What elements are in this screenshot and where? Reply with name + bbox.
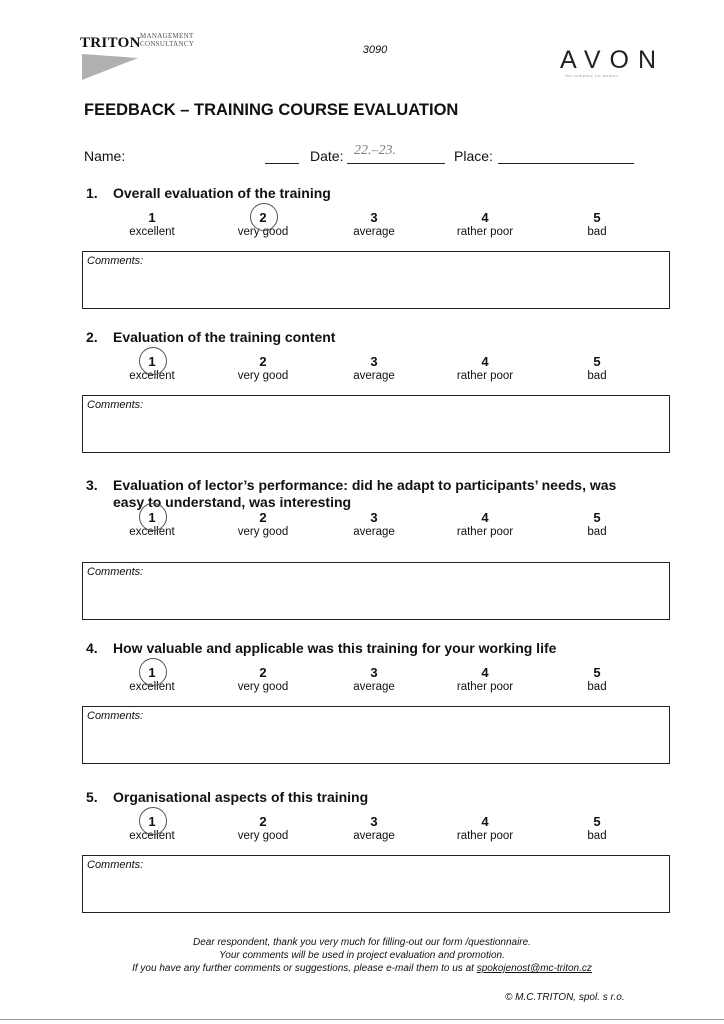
avon-logo-text: AVON bbox=[560, 46, 665, 74]
footer-thanks: Dear respondent, thank you very much for filling-out our form /questionnaire. bbox=[193, 937, 531, 948]
rating-label: very good bbox=[237, 526, 289, 538]
section-5-rating-option-5[interactable] bbox=[547, 814, 647, 842]
section-1-rating-option-3[interactable] bbox=[324, 210, 424, 238]
footer-contact-text: If you have any further comments or suggestions, please e-mail them to us at bbox=[132, 963, 477, 974]
section-4-rating-option-2[interactable] bbox=[213, 665, 313, 693]
section-3-rating-option-4[interactable] bbox=[435, 510, 535, 538]
section-3-number: 3. bbox=[86, 477, 98, 493]
rating-number: 5 bbox=[593, 510, 601, 525]
section-4-rating-option-3[interactable] bbox=[324, 665, 424, 693]
section-4-comments-box[interactable] bbox=[82, 706, 670, 764]
comments-label: Comments: bbox=[87, 710, 144, 722]
rating-number: 3 bbox=[370, 665, 378, 680]
section-1-selected-circle bbox=[250, 203, 278, 231]
section-2-rating-option-5[interactable] bbox=[547, 354, 647, 382]
comments-label: Comments: bbox=[87, 255, 144, 267]
section-4-number: 4. bbox=[86, 640, 98, 656]
comments-label: Comments: bbox=[87, 566, 144, 578]
rating-label: rather poor bbox=[456, 681, 514, 693]
avon-logo bbox=[560, 46, 665, 78]
rating-number: 4 bbox=[481, 510, 489, 525]
section-4-title: How valuable and applicable was this training for your working life bbox=[113, 640, 557, 656]
section-5-title: Organisational aspects of this training bbox=[113, 789, 369, 805]
section-5-rating-option-2[interactable] bbox=[213, 814, 313, 842]
section-1-comments-box[interactable] bbox=[82, 251, 670, 309]
rating-number: 5 bbox=[593, 210, 601, 225]
date-handwritten-value: 22.–23. bbox=[354, 143, 396, 158]
rating-number: 3 bbox=[370, 354, 378, 369]
rating-label: bad bbox=[587, 681, 607, 693]
place-label: Place: bbox=[454, 148, 493, 164]
rating-number: 2 bbox=[259, 665, 267, 680]
section-5-number: 5. bbox=[86, 789, 98, 805]
rating-label: rather poor bbox=[456, 370, 514, 382]
form-title: FEEDBACK – TRAINING COURSE EVALUATION bbox=[84, 101, 459, 119]
rating-label: excellent bbox=[129, 370, 175, 382]
section-4-rating-option-5[interactable] bbox=[547, 665, 647, 693]
section-4-selected-circle bbox=[139, 658, 167, 686]
rating-number: 5 bbox=[593, 665, 601, 680]
section-3-rating-option-5[interactable] bbox=[547, 510, 647, 538]
section-1-rating-option-4[interactable] bbox=[435, 210, 535, 238]
rating-number: 5 bbox=[593, 354, 601, 369]
section-2-number: 2. bbox=[86, 329, 98, 345]
name-field[interactable] bbox=[265, 162, 299, 164]
section-2-selected-circle bbox=[139, 347, 167, 375]
rating-number: 2 bbox=[259, 510, 267, 525]
rating-label: average bbox=[353, 681, 395, 693]
rating-number: 1 bbox=[148, 210, 156, 225]
rating-label: average bbox=[353, 830, 395, 842]
rating-label: rather poor bbox=[456, 226, 514, 238]
section-3-rating-option-3[interactable] bbox=[324, 510, 424, 538]
rating-label: very good bbox=[237, 370, 289, 382]
rating-label: average bbox=[353, 526, 395, 538]
footer-contact bbox=[0, 963, 724, 974]
section-2-rating-option-2[interactable] bbox=[213, 354, 313, 382]
section-5-comments-box[interactable] bbox=[82, 855, 670, 913]
rating-label: bad bbox=[587, 226, 607, 238]
rating-label: very good bbox=[237, 226, 289, 238]
triton-logo-subtitle: MANAGEMENT CONSULTANCY bbox=[140, 32, 195, 48]
section-3-comments-box[interactable] bbox=[82, 562, 670, 620]
rating-number: 2 bbox=[259, 354, 267, 369]
rating-number: 4 bbox=[481, 665, 489, 680]
rating-label: very good bbox=[237, 830, 289, 842]
rating-number: 1 bbox=[148, 510, 156, 525]
rating-number: 3 bbox=[370, 814, 378, 829]
section-2-title: Evaluation of the training content bbox=[113, 329, 336, 345]
section-5-rating-option-3[interactable] bbox=[324, 814, 424, 842]
section-3-title: Evaluation of lector’s performance: did he adapt to participants’ needs, was easy to understand, was interesting bbox=[113, 477, 617, 510]
section-1-rating-option-1[interactable] bbox=[102, 210, 202, 238]
comments-label: Comments: bbox=[87, 399, 144, 411]
rating-number: 4 bbox=[481, 814, 489, 829]
rating-number: 3 bbox=[370, 510, 378, 525]
section-2-rating-option-3[interactable] bbox=[324, 354, 424, 382]
footer-email-link[interactable]: spokojenost@mc-triton.cz bbox=[476, 963, 592, 974]
rating-number: 1 bbox=[148, 814, 156, 829]
avon-logo-tagline: the company for women bbox=[565, 73, 619, 78]
section-3-rating-option-2[interactable] bbox=[213, 510, 313, 538]
copyright: © M.C.TRITON, spol. s r.o. bbox=[505, 992, 625, 1003]
section-2-rating-option-4[interactable] bbox=[435, 354, 535, 382]
rating-label: bad bbox=[587, 526, 607, 538]
rating-number: 4 bbox=[481, 354, 489, 369]
section-3-selected-circle bbox=[139, 503, 167, 531]
rating-label: rather poor bbox=[456, 526, 514, 538]
comments-label: Comments: bbox=[87, 859, 144, 871]
date-label: Date: bbox=[310, 148, 344, 164]
document-number: 3090 bbox=[362, 44, 388, 56]
triton-swoosh-icon bbox=[80, 52, 140, 82]
section-2-comments-box[interactable] bbox=[82, 395, 670, 453]
rating-number: 4 bbox=[481, 210, 489, 225]
bottom-rule bbox=[0, 1019, 724, 1020]
rating-label: average bbox=[353, 370, 395, 382]
rating-label: average bbox=[353, 226, 395, 238]
rating-label: bad bbox=[587, 830, 607, 842]
rating-number: 2 bbox=[259, 814, 267, 829]
rating-label: excellent bbox=[129, 830, 175, 842]
rating-label: excellent bbox=[129, 226, 175, 238]
section-5-rating-option-4[interactable] bbox=[435, 814, 535, 842]
section-1-title: Overall evaluation of the training bbox=[113, 185, 331, 201]
rating-number: 3 bbox=[370, 210, 378, 225]
name-label: Name: bbox=[84, 148, 126, 164]
rating-number: 1 bbox=[148, 665, 156, 680]
triton-logo-text: TRITON bbox=[80, 35, 141, 51]
section-5-selected-circle bbox=[139, 807, 167, 835]
rating-number: 1 bbox=[148, 354, 156, 369]
rating-label: very good bbox=[237, 681, 289, 693]
triton-logo bbox=[80, 30, 230, 82]
rating-label: bad bbox=[587, 370, 607, 382]
place-field[interactable] bbox=[498, 162, 634, 164]
section-4-rating-option-4[interactable] bbox=[435, 665, 535, 693]
rating-label: rather poor bbox=[456, 830, 514, 842]
rating-number: 2 bbox=[259, 210, 267, 225]
footer-usage-note: Your comments will be used in project evaluation and promotion. bbox=[219, 950, 505, 961]
date-field[interactable] bbox=[347, 162, 445, 164]
rating-number: 5 bbox=[593, 814, 601, 829]
section-1-number: 1. bbox=[86, 185, 98, 201]
rating-label: excellent bbox=[129, 681, 175, 693]
section-1-rating-option-5[interactable] bbox=[547, 210, 647, 238]
rating-label: excellent bbox=[129, 526, 175, 538]
